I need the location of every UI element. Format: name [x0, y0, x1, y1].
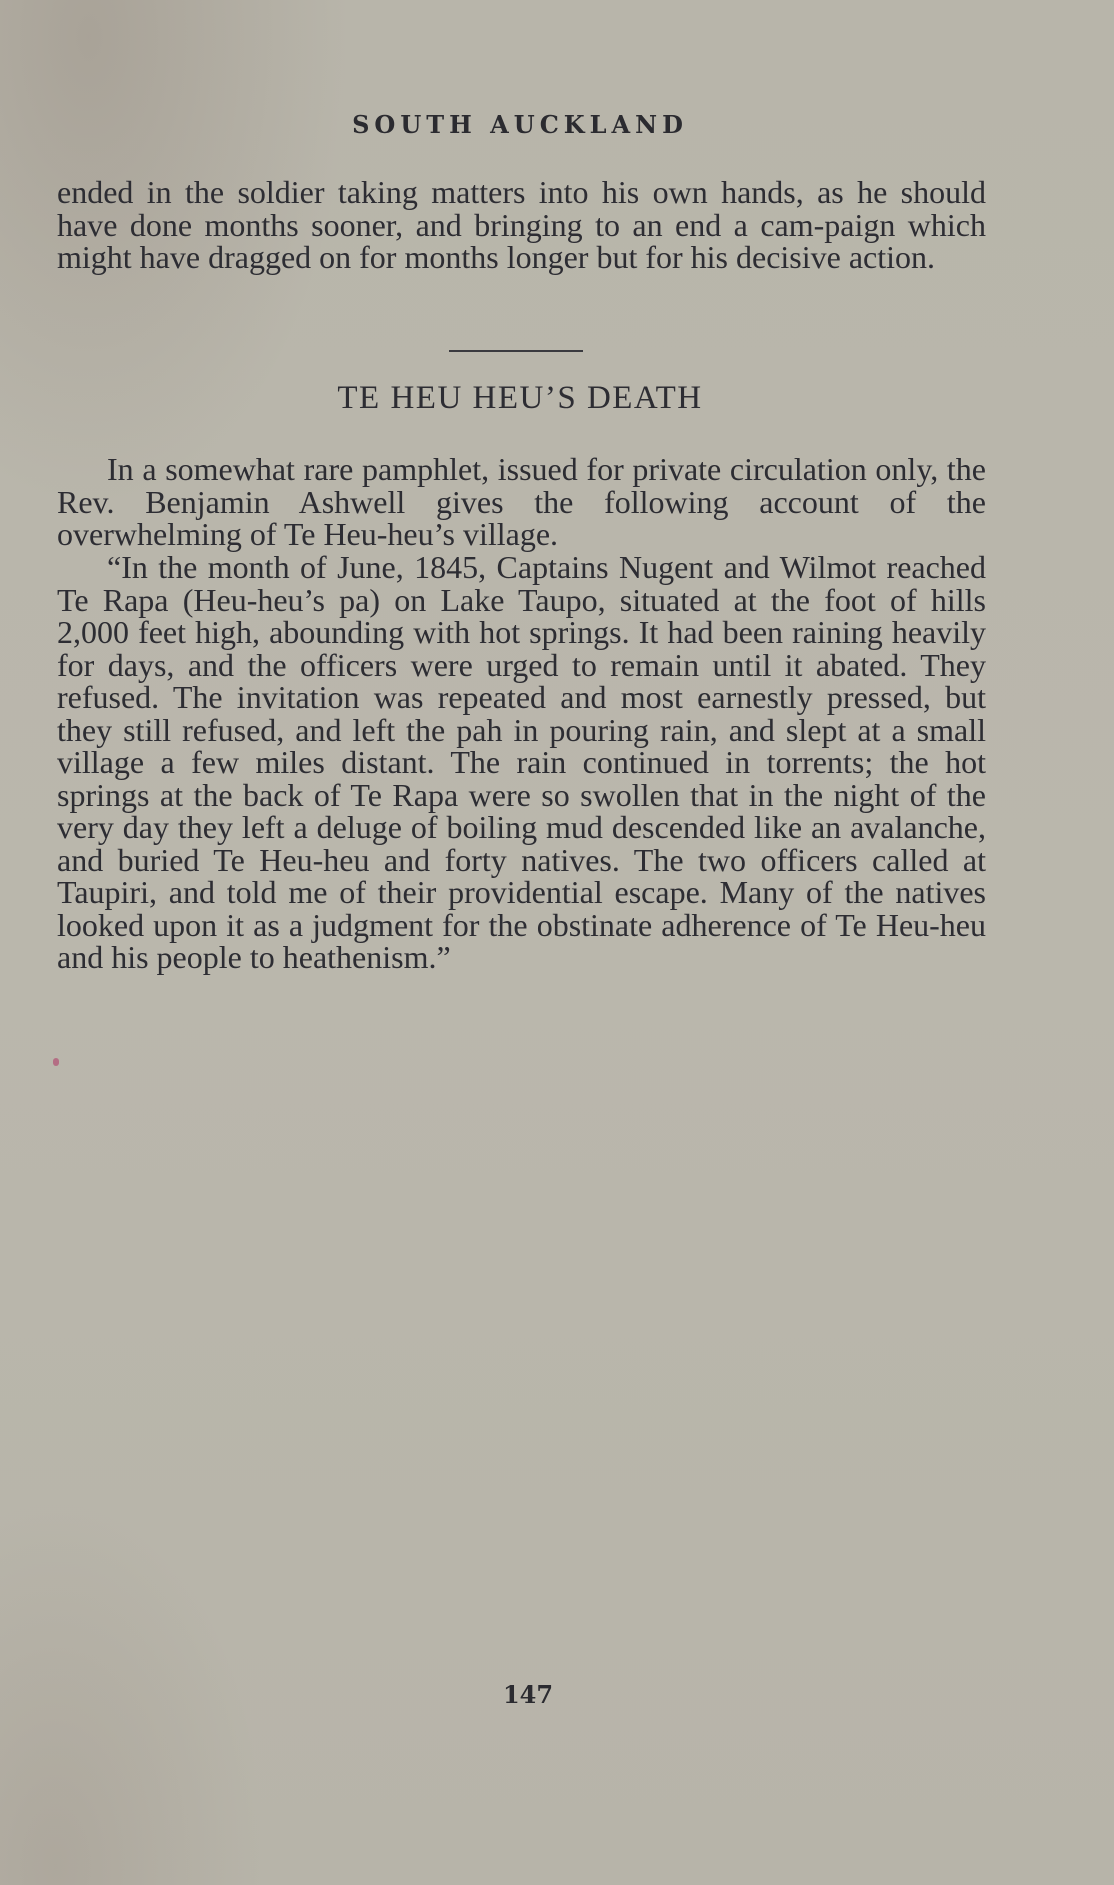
ink-speck [53, 1058, 59, 1066]
paragraph-continuation: ended in the soldier taking matters into his own hands, as he should have done months sooner, and bringing to an end a cam-paign which might have dragged on for months longer but for his decisive action. [57, 174, 986, 275]
section-divider [449, 350, 583, 352]
paragraph-quote: “In the month of June, 1845, Captains Nugent and Wilmot reached Te Rapa (Heu-heu’s pa) on Lake Taupo, situated at the foot of hills 2,000 feet high, abounding with hot springs. It had been raining heavily for days, and the officers were urged to remain until it abated. They refused. The invitation was repeated and most earnestly pressed, but they still refused, and left the pah in pouring rain, and slept at a small village a few miles distant. The rain continued in torrents; the hot springs at the back of Te Rapa were so swollen that in the night of the very day they left a deluge of boiling mud descended like an avalanche, and buried Te Heu-heu and forty natives. The two officers called at Taupiri, and told me of their providential escape. Many of the natives looked upon it as a judgment for the obstinate adherence of Te Heu-heu and his people to heathenism.” [57, 549, 986, 975]
paragraph-intro: In a somewhat rare pamphlet, issued for private circulation only, the Rev. Benjamin Ashwell gives the following account of the overwhelming of Te Heu-heu’s village. [57, 451, 986, 552]
section-title: TE HEU HEU’S DEATH [337, 380, 703, 416]
page-number: 147 [502, 1680, 554, 1709]
running-head: SOUTH AUCKLAND [352, 110, 688, 139]
